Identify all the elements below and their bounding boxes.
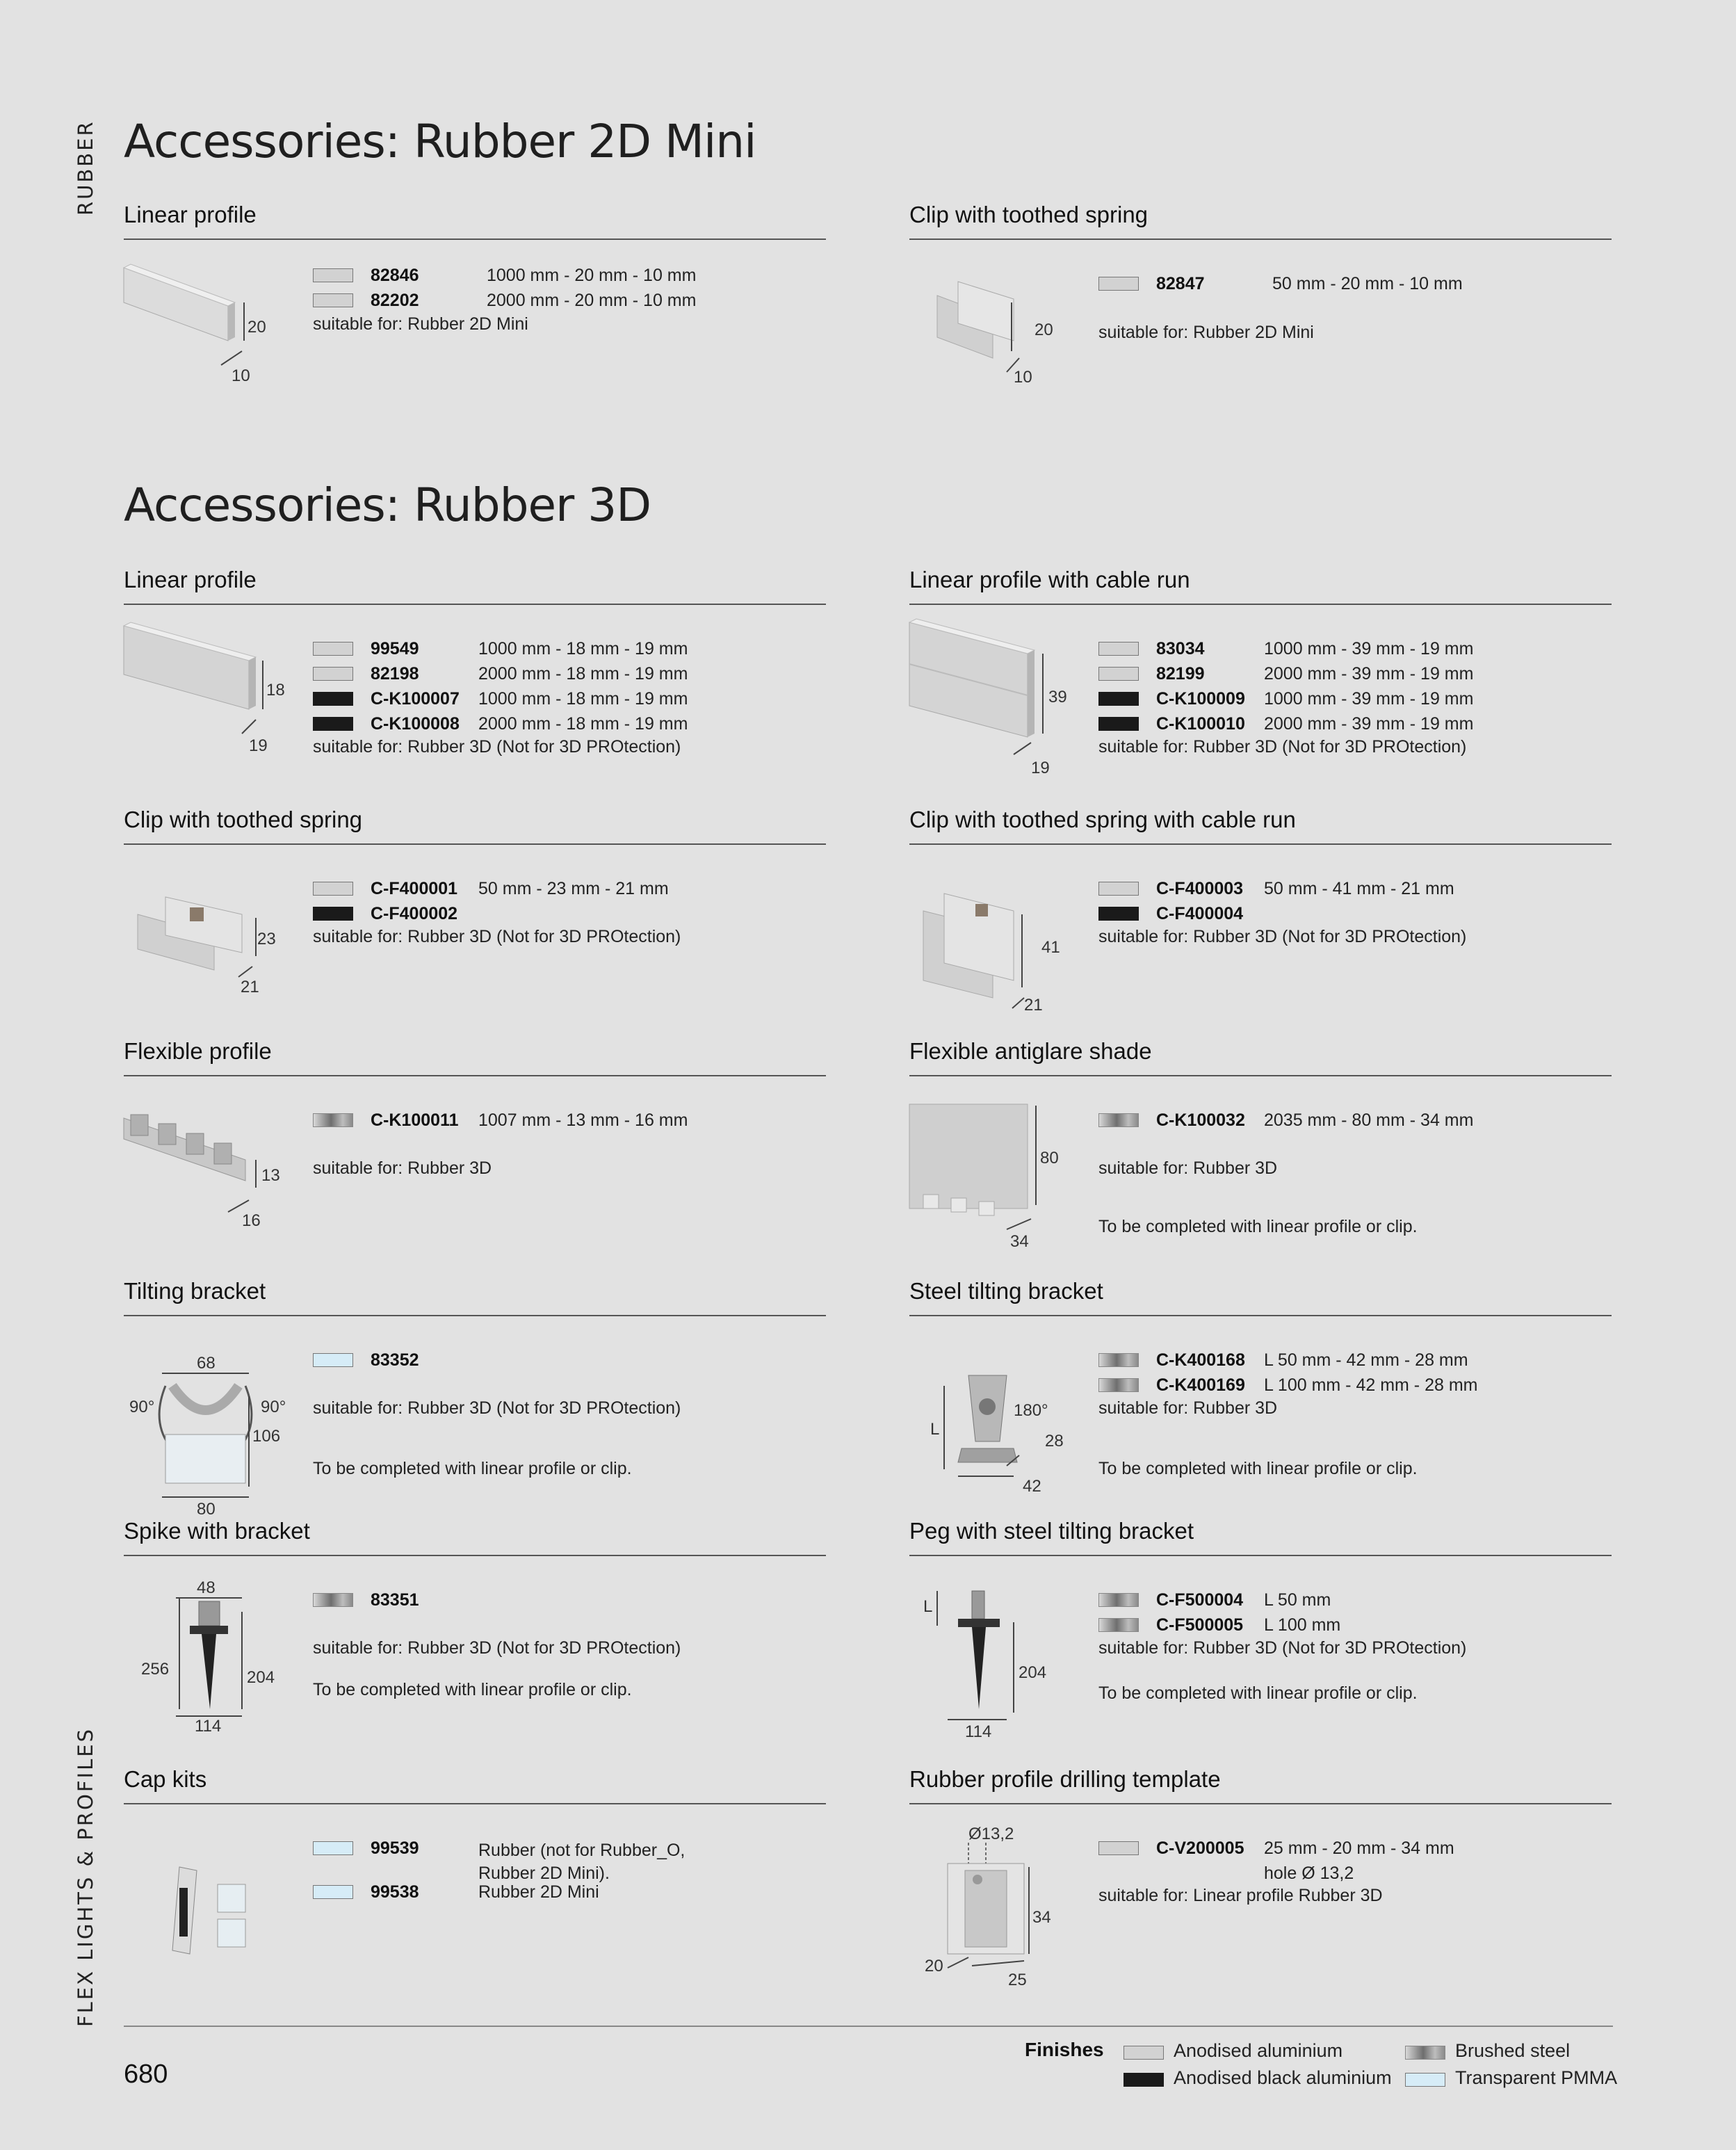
finish-swatch bbox=[313, 692, 353, 706]
section-steel-tilting-bracket bbox=[909, 1278, 1612, 1514]
suitable-note: suitable for: Rubber 3D bbox=[313, 1158, 492, 1178]
product-image-tilting-bracket bbox=[124, 1330, 305, 1519]
finish-swatch bbox=[313, 293, 353, 307]
product-image-clip-cable bbox=[909, 859, 1090, 1033]
finish-swatch bbox=[1405, 2073, 1445, 2087]
dimension-height: 20 bbox=[1035, 321, 1053, 339]
product-code: 83352 bbox=[371, 1350, 419, 1370]
dimension-width: 21 bbox=[1024, 996, 1043, 1015]
product-code: C-K100032 bbox=[1156, 1110, 1245, 1130]
product-dimensions: L 50 mm bbox=[1264, 1590, 1331, 1610]
product-dimensions: 1000 mm - 20 mm - 10 mm bbox=[487, 266, 697, 285]
finish-swatch bbox=[313, 882, 353, 896]
dimension-width: 42 bbox=[1023, 1477, 1041, 1496]
divider bbox=[124, 1315, 826, 1316]
product-image-linear-profile bbox=[124, 619, 305, 793]
product-dimensions: 1000 mm - 18 mm - 19 mm bbox=[478, 689, 688, 709]
suitable-note: suitable for: Linear profile Rubber 3D bbox=[1098, 1886, 1383, 1905]
suitable-note: suitable for: Rubber 3D (Not for 3D PROtection) bbox=[1098, 1638, 1467, 1658]
product-dimensions: 2000 mm - 39 mm - 19 mm bbox=[1264, 714, 1474, 734]
divider bbox=[909, 239, 1612, 240]
divider bbox=[124, 1803, 826, 1804]
finish-swatch bbox=[1098, 717, 1139, 731]
heading-rubber-2d-mini: Accessories: Rubber 2D Mini bbox=[124, 115, 756, 168]
finish-swatch bbox=[313, 1841, 353, 1855]
product-code: C-F400001 bbox=[371, 879, 458, 898]
product-code: C-K100011 bbox=[371, 1110, 459, 1130]
side-label-rubber: RUBBER bbox=[74, 120, 97, 216]
product-image-drilling-template bbox=[909, 1818, 1090, 1992]
product-image-clip bbox=[909, 254, 1090, 428]
product-image-cap-kit bbox=[124, 1818, 305, 1992]
finish-swatch bbox=[1098, 1353, 1139, 1367]
product-code: 82198 bbox=[371, 664, 419, 684]
dimension-width: 114 bbox=[195, 1717, 222, 1736]
dimension-width: 10 bbox=[1014, 368, 1032, 387]
finish-swatch bbox=[1098, 642, 1139, 656]
section-flexible-profile bbox=[124, 1038, 826, 1275]
product-dimensions: 2000 mm - 39 mm - 19 mm bbox=[1264, 664, 1474, 684]
side-label-category: FLEX LIGHTS & PROFILES bbox=[74, 1727, 97, 2027]
finish-swatch bbox=[1098, 692, 1139, 706]
product-code: 82846 bbox=[371, 266, 419, 285]
product-dimensions: 2000 mm - 18 mm - 19 mm bbox=[478, 714, 688, 734]
section-drilling-template bbox=[909, 1766, 1612, 2003]
product-dimensions: 2000 mm - 18 mm - 19 mm bbox=[478, 664, 688, 684]
finish-swatch bbox=[1098, 1593, 1139, 1607]
product-code: C-F400002 bbox=[371, 904, 458, 923]
section-title: Tilting bracket bbox=[124, 1278, 266, 1304]
section-cap-kits bbox=[124, 1766, 826, 2003]
footer-divider bbox=[124, 2026, 1613, 2027]
product-dimensions: L 50 mm - 42 mm - 28 mm bbox=[1264, 1350, 1468, 1370]
section-clip-cable-run bbox=[909, 807, 1612, 1043]
completion-note: To be completed with linear profile or clip. bbox=[1098, 1683, 1418, 1703]
divider bbox=[124, 843, 826, 845]
section-title: Spike with bracket bbox=[124, 1518, 310, 1544]
finishes-label: Finishes bbox=[1025, 2039, 1104, 2060]
finish-swatch bbox=[313, 268, 353, 282]
completion-note: To be completed with linear profile or clip. bbox=[1098, 1217, 1418, 1236]
section-tilting-bracket bbox=[124, 1278, 826, 1519]
product-description: Rubber (not for Rubber_O, bbox=[478, 1841, 686, 1860]
suitable-note: suitable for: Rubber 2D Mini bbox=[313, 314, 528, 334]
dimension-height: 23 bbox=[257, 930, 276, 948]
section-title: Flexible profile bbox=[124, 1038, 272, 1064]
product-code: 99549 bbox=[371, 639, 419, 658]
finish-swatch bbox=[1098, 1618, 1139, 1632]
dimension-width: 25 bbox=[1008, 1971, 1027, 1989]
dimension-height: 18 bbox=[266, 681, 285, 700]
dimension-height: 80 bbox=[1040, 1149, 1059, 1167]
product-image-peg bbox=[909, 1570, 1090, 1744]
finish-name: Brushed steel bbox=[1455, 2040, 1571, 2061]
finish-swatch bbox=[1098, 907, 1139, 921]
product-code: C-F500005 bbox=[1156, 1615, 1244, 1635]
section-title: Rubber profile drilling template bbox=[909, 1766, 1221, 1792]
divider bbox=[909, 1315, 1612, 1316]
divider bbox=[909, 843, 1612, 845]
section-title: Clip with toothed spring with cable run bbox=[909, 807, 1296, 832]
product-dimensions: 50 mm - 23 mm - 21 mm bbox=[478, 879, 669, 898]
product-image-steel-bracket bbox=[909, 1330, 1090, 1504]
product-code: 99538 bbox=[371, 1882, 419, 1902]
finish-swatch bbox=[313, 1885, 353, 1899]
dimension-height: 204 bbox=[1019, 1663, 1047, 1682]
section-title: Linear profile bbox=[124, 567, 257, 592]
dimension-height: 204 bbox=[247, 1668, 275, 1687]
section-title: Peg with steel tilting bracket bbox=[909, 1518, 1194, 1544]
finish-name: Transparent PMMA bbox=[1455, 2067, 1618, 2088]
product-dimensions: 1000 mm - 18 mm - 19 mm bbox=[478, 639, 688, 658]
dimension-height: 106 bbox=[252, 1427, 281, 1446]
dimension-width: 21 bbox=[241, 978, 259, 996]
suitable-note: suitable for: Rubber 3D (Not for 3D PROtection) bbox=[313, 927, 681, 946]
finish-swatch bbox=[1123, 2073, 1164, 2087]
dimension-height: 20 bbox=[248, 318, 266, 337]
suitable-note: suitable for: Rubber 3D (Not for 3D PROtection) bbox=[1098, 737, 1467, 757]
dimension-depth: 28 bbox=[1045, 1432, 1064, 1450]
finish-swatch bbox=[313, 907, 353, 921]
dimension-width: 114 bbox=[965, 1722, 992, 1741]
finish-name: Anodised black aluminium bbox=[1174, 2067, 1392, 2088]
finish-swatch bbox=[1098, 1378, 1139, 1392]
section-title: Cap kits bbox=[124, 1766, 207, 1792]
dimension-width: 80 bbox=[197, 1500, 216, 1519]
divider bbox=[909, 1803, 1612, 1804]
product-description: Rubber 2D Mini). bbox=[478, 1864, 610, 1883]
suitable-note: suitable for: Rubber 3D bbox=[1098, 1398, 1278, 1418]
divider bbox=[909, 1555, 1612, 1556]
suitable-note: suitable for: Rubber 2D Mini bbox=[1098, 323, 1314, 342]
product-code: 83351 bbox=[371, 1590, 419, 1610]
section-spike-bracket bbox=[124, 1518, 826, 1754]
suitable-note: suitable for: Rubber 3D (Not for 3D PROtection) bbox=[313, 1638, 681, 1658]
suitable-note: suitable for: Rubber 3D (Not for 3D PROtection) bbox=[313, 737, 681, 757]
product-code: 82847 bbox=[1156, 274, 1205, 293]
finish-swatch bbox=[1123, 2046, 1164, 2060]
product-dimensions: 1007 mm - 13 mm - 16 mm bbox=[478, 1110, 688, 1130]
product-image-linear-profile-cable bbox=[909, 619, 1090, 793]
finish-swatch bbox=[1098, 667, 1139, 681]
section-title: Linear profile bbox=[124, 202, 257, 227]
finish-swatch bbox=[313, 717, 353, 731]
dimension-depth: 20 bbox=[925, 1957, 943, 1975]
section-clip-3d bbox=[124, 807, 826, 1043]
product-dimensions: 2035 mm - 80 mm - 34 mm bbox=[1264, 1110, 1474, 1130]
product-code: 82199 bbox=[1156, 664, 1205, 684]
finish-swatch bbox=[313, 1353, 353, 1367]
divider bbox=[909, 1075, 1612, 1076]
product-dimensions: 2000 mm - 20 mm - 10 mm bbox=[487, 291, 697, 310]
product-code: C-F500004 bbox=[1156, 1590, 1244, 1610]
product-code: C-K100009 bbox=[1156, 689, 1245, 709]
dimension-total-height: 256 bbox=[141, 1660, 170, 1679]
dimension-height: 13 bbox=[261, 1166, 280, 1185]
section-clip-2d-mini bbox=[909, 202, 1612, 438]
product-dimensions: 50 mm - 41 mm - 21 mm bbox=[1264, 879, 1454, 898]
suitable-note: suitable for: Rubber 3D (Not for 3D PROtection) bbox=[313, 1398, 681, 1418]
section-linear-profile-3d bbox=[124, 567, 826, 803]
product-image-antiglare-shade bbox=[909, 1090, 1090, 1264]
dimension-height: 39 bbox=[1048, 688, 1067, 706]
dimension-width: 34 bbox=[1010, 1232, 1029, 1251]
product-image-spike bbox=[124, 1570, 305, 1744]
product-code: 82202 bbox=[371, 291, 419, 310]
section-title: Flexible antiglare shade bbox=[909, 1038, 1152, 1064]
product-code: 83034 bbox=[1156, 639, 1205, 658]
completion-note: To be completed with linear profile or clip. bbox=[313, 1680, 632, 1699]
product-dimensions: hole Ø 13,2 bbox=[1264, 1864, 1354, 1883]
dimension-width: 10 bbox=[232, 366, 250, 385]
product-code: C-F400004 bbox=[1156, 904, 1244, 923]
completion-note: To be completed with linear profile or clip. bbox=[1098, 1459, 1418, 1478]
finish-swatch bbox=[1405, 2046, 1445, 2060]
dimension-height: 41 bbox=[1041, 938, 1060, 957]
dimension-top: 68 bbox=[197, 1354, 216, 1373]
dimension-width: 16 bbox=[242, 1211, 261, 1230]
suitable-note: suitable for: Rubber 3D bbox=[1098, 1158, 1278, 1178]
finish-swatch bbox=[1098, 882, 1139, 896]
finish-swatch bbox=[313, 1113, 353, 1127]
dimension-width: 19 bbox=[1031, 759, 1050, 777]
finish-swatch bbox=[313, 667, 353, 681]
product-image-clip bbox=[124, 859, 305, 1033]
dimension-angle-right: 90° bbox=[261, 1398, 286, 1416]
divider bbox=[124, 604, 826, 605]
completion-note: To be completed with linear profile or clip. bbox=[313, 1459, 632, 1478]
product-code: C-K100008 bbox=[371, 714, 460, 734]
section-title: Linear profile with cable run bbox=[909, 567, 1190, 592]
product-dimensions: 25 mm - 20 mm - 34 mm bbox=[1264, 1838, 1454, 1858]
finish-swatch bbox=[1098, 1841, 1139, 1855]
product-code: C-K400168 bbox=[1156, 1350, 1245, 1370]
dimension-hole: Ø13,2 bbox=[968, 1825, 1014, 1843]
dimension-length: L bbox=[923, 1597, 933, 1616]
page-number: 680 bbox=[124, 2060, 168, 2089]
suitable-note: suitable for: Rubber 3D (Not for 3D PROtection) bbox=[1098, 927, 1467, 946]
product-code: C-F400003 bbox=[1156, 879, 1244, 898]
finish-name: Anodised aluminium bbox=[1174, 2040, 1343, 2061]
finish-swatch bbox=[1098, 277, 1139, 291]
dimension-width: 19 bbox=[249, 736, 268, 755]
product-code: 99539 bbox=[371, 1838, 419, 1858]
dimension-angle: 180° bbox=[1014, 1401, 1048, 1420]
finish-swatch bbox=[1098, 1113, 1139, 1127]
product-code: C-K400169 bbox=[1156, 1375, 1245, 1395]
product-description: Rubber 2D Mini bbox=[478, 1882, 599, 1902]
dimension-top: 48 bbox=[197, 1578, 216, 1597]
divider bbox=[124, 1555, 826, 1556]
product-image-flexible-profile bbox=[124, 1090, 305, 1264]
section-antiglare-shade bbox=[909, 1038, 1612, 1275]
product-image-linear-profile bbox=[124, 254, 305, 428]
product-dimensions: L 100 mm bbox=[1264, 1615, 1341, 1635]
product-dimensions: 50 mm - 20 mm - 10 mm bbox=[1272, 274, 1463, 293]
finish-swatch bbox=[313, 1593, 353, 1607]
section-title: Steel tilting bracket bbox=[909, 1278, 1103, 1304]
finish-swatch bbox=[313, 642, 353, 656]
product-code: C-V200005 bbox=[1156, 1838, 1244, 1858]
product-dimensions: 1000 mm - 39 mm - 19 mm bbox=[1264, 689, 1474, 709]
dimension-height: 34 bbox=[1032, 1908, 1051, 1927]
divider bbox=[124, 1075, 826, 1076]
heading-rubber-3d: Accessories: Rubber 3D bbox=[124, 478, 651, 532]
dimension-angle-left: 90° bbox=[129, 1398, 155, 1416]
divider bbox=[124, 239, 826, 240]
section-linear-profile-cable-run bbox=[909, 567, 1612, 803]
product-code: C-K100010 bbox=[1156, 714, 1245, 734]
section-title: Clip with toothed spring bbox=[124, 807, 363, 832]
product-code: C-K100007 bbox=[371, 689, 460, 709]
section-linear-profile-2d-mini bbox=[124, 202, 826, 438]
product-dimensions: L 100 mm - 42 mm - 28 mm bbox=[1264, 1375, 1478, 1395]
section-peg-bracket bbox=[909, 1518, 1612, 1754]
divider bbox=[909, 604, 1612, 605]
dimension-length: L bbox=[930, 1420, 940, 1439]
product-dimensions: 1000 mm - 39 mm - 19 mm bbox=[1264, 639, 1474, 658]
section-title: Clip with toothed spring bbox=[909, 202, 1149, 227]
